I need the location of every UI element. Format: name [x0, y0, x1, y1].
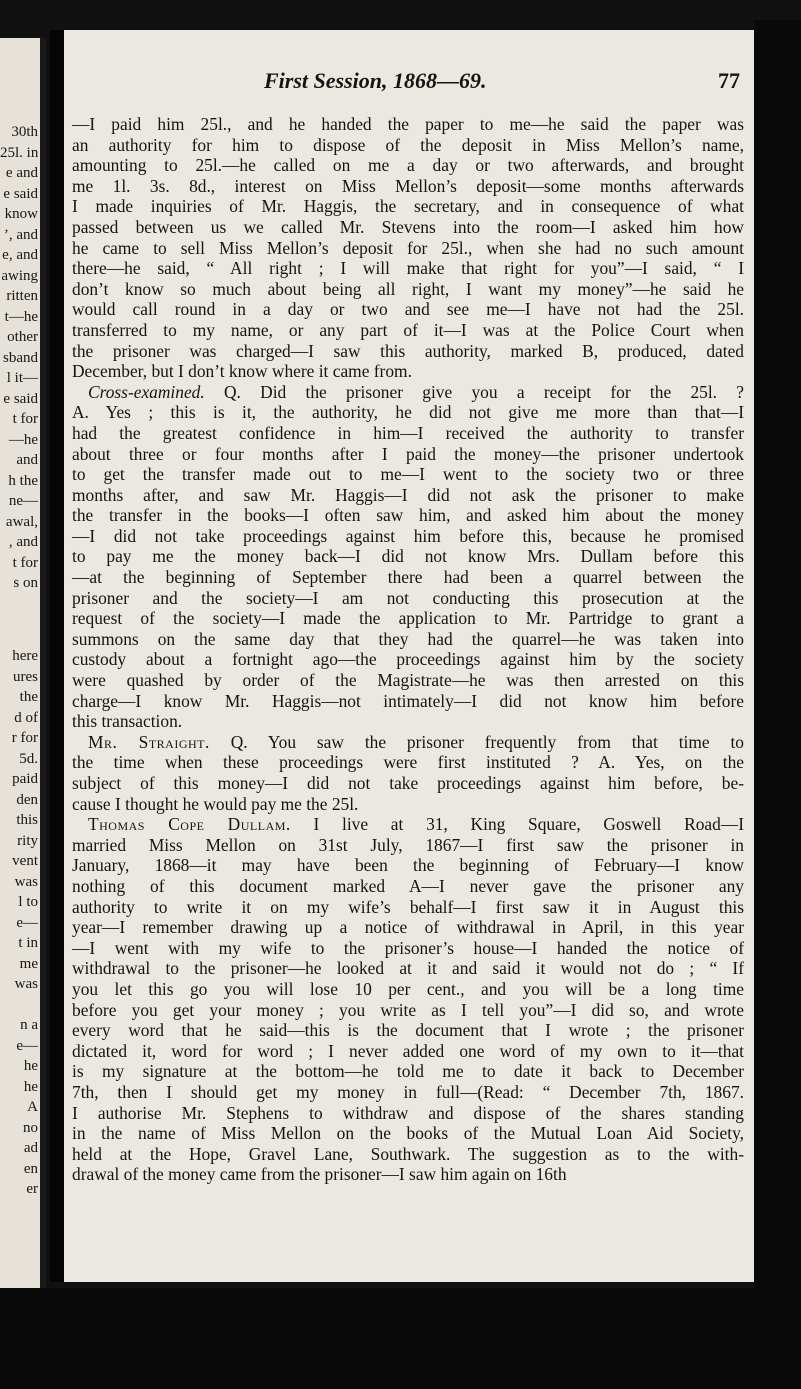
- margin-fragment: know: [4, 206, 38, 222]
- text-line: [72, 526, 744, 547]
- margin-fragment: t for: [12, 411, 38, 427]
- text-line: [72, 876, 744, 897]
- text-line: [72, 691, 744, 712]
- line-text: 7th, then I should get my money in full—(Read: “ December 7th, 1867.: [72, 1081, 744, 1102]
- margin-fragment: ’, and: [3, 226, 38, 243]
- line-text: had the greatest confidence in him—I received the authority to transfer: [72, 422, 744, 443]
- text-line: [72, 814, 744, 835]
- text-line: [72, 279, 744, 300]
- line-text: you let this go you will lose 10 per cent., and you will be a long time: [72, 978, 744, 999]
- text-line: [72, 897, 744, 918]
- text-line: [72, 567, 744, 588]
- margin-fragment: this: [16, 812, 38, 828]
- text-line: [72, 361, 744, 382]
- line-text: is my signature at the bottom—he told me to date it back to December: [72, 1061, 744, 1082]
- margin-fragment: sband: [3, 349, 38, 366]
- text-line: [72, 299, 744, 320]
- line-text: the transfer in the books—I often saw him, and asked him about the money: [72, 505, 744, 526]
- text-line: [72, 135, 744, 156]
- text-line: [72, 979, 744, 1000]
- line-text: I made inquiries of Mr. Haggis, the secretary, and in consequence of what: [72, 196, 744, 217]
- line-text: January, 1868—it may have been the beginning of February—I know: [72, 855, 744, 876]
- line-text: were quashed by order of the Magistrate—he was then arrested on this: [72, 670, 744, 691]
- line-text: year—I remember drawing up a notice of withdrawal in April, in this year: [72, 917, 744, 938]
- text-line: [72, 114, 744, 135]
- margin-fragment: paid: [12, 771, 38, 787]
- text-line: [72, 711, 744, 732]
- line-text: custody about a fortnight ago—the proceedings against him by the society: [72, 649, 744, 670]
- bottom-scan-border: [0, 1288, 801, 1389]
- margin-fragment: t for: [12, 554, 38, 571]
- text-line: [72, 732, 744, 753]
- line-text: an authority for him to dispose of the deposit in Miss Mellon’s name,: [72, 134, 744, 155]
- margin-fragment: here: [12, 648, 38, 664]
- margin-fragment: ne—: [8, 493, 38, 509]
- speaker-label: Mr. Straight.: [88, 731, 210, 752]
- margin-fragment: n a: [20, 1017, 38, 1033]
- margin-fragment: vent: [12, 853, 38, 869]
- text-line: [72, 917, 744, 938]
- running-title: First Session, 1868—69.: [264, 68, 487, 93]
- line-text: transferred to my name, or any part of it—I was at the Police Court when: [72, 319, 744, 340]
- margin-fragment: e—: [16, 1037, 38, 1054]
- text-line: [72, 670, 744, 691]
- line-text: would call round in a day or two and see me—I have not had the 25l.: [72, 299, 744, 320]
- text-line: [72, 238, 744, 259]
- margin-fragment: the: [19, 689, 38, 705]
- line-text: to pay me the money back—I did not know Mrs. Dullam before this: [72, 546, 744, 567]
- text-line: [72, 423, 744, 444]
- text-line: [72, 196, 744, 217]
- line-text: charge—I know Mr. Haggis—not intimately—I did not know him before: [72, 690, 744, 711]
- text-line: [72, 608, 744, 629]
- margin-fragment: e said: [3, 185, 38, 202]
- text-line: [72, 588, 744, 609]
- line-text: drawal of the money came from the prisoner—I saw him again on 16th: [72, 1164, 567, 1185]
- line-text: summons on the same day that they had the quarrel—he was taken into: [72, 628, 744, 649]
- line-text: every word that he said—this is the document that I wrote ; the prisoner: [72, 1020, 744, 1041]
- line-text: cause I thought he would pay me the 25l.: [72, 793, 359, 814]
- text-line: [72, 1123, 744, 1144]
- left-page-edge: [0, 38, 46, 1288]
- margin-fragment: en: [23, 1160, 38, 1177]
- text-line: [72, 1082, 744, 1103]
- book-page: [50, 30, 754, 1282]
- margin-fragment: was: [14, 873, 38, 890]
- line-text: request of the society—I made the application to Mr. Partridge to grant a: [72, 608, 744, 629]
- margin-fragment: [0, 995, 40, 1016]
- margin-fragment: t in: [18, 935, 38, 951]
- margin-fragment: 30th: [11, 124, 38, 140]
- line-text: about three or four months after I paid the money—the prisoner undertook: [72, 443, 744, 464]
- text-line: [72, 1144, 744, 1165]
- line-text: prisoner and the society—I am not conducting this prosecution at the: [72, 587, 744, 608]
- line-text: in the name of Miss Mellon on the books of the Mutual Loan Aid Society,: [72, 1123, 744, 1144]
- margin-fragment: no: [23, 1119, 38, 1136]
- margin-fragment: l it—: [6, 370, 38, 386]
- margin-fragment: ures: [13, 668, 38, 685]
- line-text: held at the Hope, Gravel Lane, Southwark. The suggestion as to the with-: [72, 1143, 744, 1164]
- text-line: [72, 217, 744, 238]
- margin-fragment: t—he: [4, 308, 38, 325]
- line-text: amounting to 25l.—he called on me a day or two afterwards, and brought: [72, 155, 744, 176]
- margin-fragment: h the: [8, 472, 38, 489]
- text-line: [72, 546, 744, 567]
- text-line: [72, 773, 744, 794]
- speaker-label: Cross-examined.: [88, 381, 205, 402]
- line-text: this transaction.: [72, 711, 183, 732]
- text-line: [72, 464, 744, 485]
- text-line: [72, 855, 744, 876]
- text-line: [72, 485, 744, 506]
- line-text: —at the beginning of September there had been a quarrel between the: [72, 567, 744, 588]
- text-line: [72, 835, 744, 856]
- margin-fragment: e and: [5, 165, 38, 181]
- text-line: [72, 938, 744, 959]
- margin-fragment: was: [14, 976, 38, 992]
- text-line: [72, 444, 744, 465]
- margin-fragment: e said: [3, 390, 38, 407]
- margin-fragment: d of: [14, 709, 38, 726]
- line-text: Q. You saw the prisoner frequently from that time to: [209, 731, 744, 752]
- margin-fragment: er: [26, 1181, 38, 1197]
- line-text: months after, and saw Mr. Haggis—I did not ask the prisoner to make: [72, 484, 744, 505]
- line-text: passed between us we called Mr. Stevens into the room—I asked him how: [72, 216, 744, 237]
- text-line: [72, 794, 744, 815]
- line-text: —I paid him 25l., and he handed the paper to me—he said the paper was: [72, 114, 744, 134]
- text-line: [72, 958, 744, 979]
- margin-fragment: he: [23, 1078, 38, 1095]
- line-text: authority to write it on my wife’s behalf—I first saw it in August this: [72, 896, 744, 917]
- line-text: there—he said, “ All right ; I will make that right for you”—I said, “ I: [72, 258, 744, 279]
- margin-fragment: 5d.: [19, 750, 38, 767]
- margin-fragment: s on: [13, 575, 38, 591]
- margin-fragment: ritten: [6, 288, 38, 304]
- margin-fragment: awal,: [5, 513, 38, 530]
- line-text: nothing of this document marked A—I never gave the prisoner any: [72, 875, 744, 896]
- line-text: me 1l. 3s. 8d., interest on Miss Mellon’s deposit—some months afterwards: [72, 175, 744, 196]
- text-line: [72, 752, 744, 773]
- margin-fragment: awing: [1, 267, 38, 284]
- text-line: [72, 1041, 744, 1062]
- margin-fragment: me: [19, 955, 38, 972]
- left-margin-fragments-bottom: [0, 646, 40, 1200]
- margin-fragment: 25l. in: [0, 144, 39, 161]
- text-line: [72, 402, 744, 423]
- line-text: married Miss Mellon on 31st July, 1867—I first saw the prisoner in: [72, 834, 744, 855]
- line-text: December, but I don’t know where it came from.: [72, 361, 412, 382]
- margin-fragment: e—: [16, 914, 38, 931]
- margin-fragment: e, and: [2, 247, 38, 263]
- margin-fragment: rity: [17, 832, 38, 849]
- text-line: [72, 341, 744, 362]
- margin-fragment: he: [23, 1058, 38, 1074]
- right-scan-border: [754, 20, 801, 1300]
- line-text: withdrawal to the prisoner—he looked at it and said it would not do ; “ If: [72, 958, 744, 979]
- line-text: don’t know so much about being all right, I want my money”—he said he: [72, 278, 744, 299]
- text-line: [72, 258, 744, 279]
- text-line: [72, 1103, 744, 1124]
- margin-fragment: l to: [18, 894, 38, 910]
- line-text: before you get your money ; you write as I tell you”—I did so, and wrote: [72, 999, 744, 1020]
- line-text: A. Yes ; this is it, the authority, he did not give me more than that—I: [72, 402, 744, 423]
- text-line: [72, 176, 744, 197]
- page-header: [64, 68, 754, 98]
- line-text: dictated it, word for word ; I never added one word of my own to it—that: [72, 1040, 744, 1061]
- margin-fragment: other: [7, 329, 38, 345]
- line-text: I live at 31, King Square, Goswell Road—I: [290, 814, 745, 835]
- text-line: [72, 1000, 744, 1021]
- line-text: he came to sell Miss Mellon’s deposit for 25l., when she had no such amount: [72, 237, 744, 258]
- text-line: [72, 1020, 744, 1041]
- text-line: [72, 155, 744, 176]
- page-body: [72, 114, 744, 1185]
- page-number: 77: [718, 68, 740, 93]
- margin-fragment: and: [16, 452, 38, 468]
- margin-fragment: ad: [23, 1140, 38, 1156]
- line-text: I authorise Mr. Stephens to withdraw and dispose of the shares standing: [72, 1102, 744, 1123]
- text-line: [72, 505, 744, 526]
- text-line: [72, 649, 744, 670]
- line-text: the time when these proceedings were first instituted ? A. Yes, on the: [72, 752, 744, 773]
- line-text: —I did not take proceedings against him before this, because he promised: [72, 525, 744, 546]
- margin-fragment: r for: [11, 730, 38, 746]
- line-text: subject of this money—I did not take proceedings against him before, be-: [72, 773, 744, 793]
- speaker-label: Thomas Cope Dullam.: [88, 814, 291, 835]
- line-text: —I went with my wife to the prisoner’s house—I handed the notice of: [72, 937, 744, 958]
- line-text: Q. Did the prisoner give you a receipt for the 25l. ?: [204, 381, 744, 402]
- margin-fragment: den: [16, 791, 38, 808]
- line-text: the prisoner was charged—I saw this authority, marked B, produced, dated: [72, 340, 744, 361]
- text-line: [72, 382, 744, 403]
- text-line: [72, 1164, 744, 1185]
- margin-fragment: —he: [8, 431, 38, 448]
- text-line: [72, 629, 744, 650]
- margin-fragment: A: [27, 1099, 38, 1115]
- left-margin-fragments-top: [0, 122, 40, 594]
- text-line: [72, 1061, 744, 1082]
- text-line: [72, 320, 744, 341]
- margin-fragment: , and: [8, 534, 38, 550]
- line-text: to get the transfer made out to me—I went to the society two or three: [72, 464, 744, 485]
